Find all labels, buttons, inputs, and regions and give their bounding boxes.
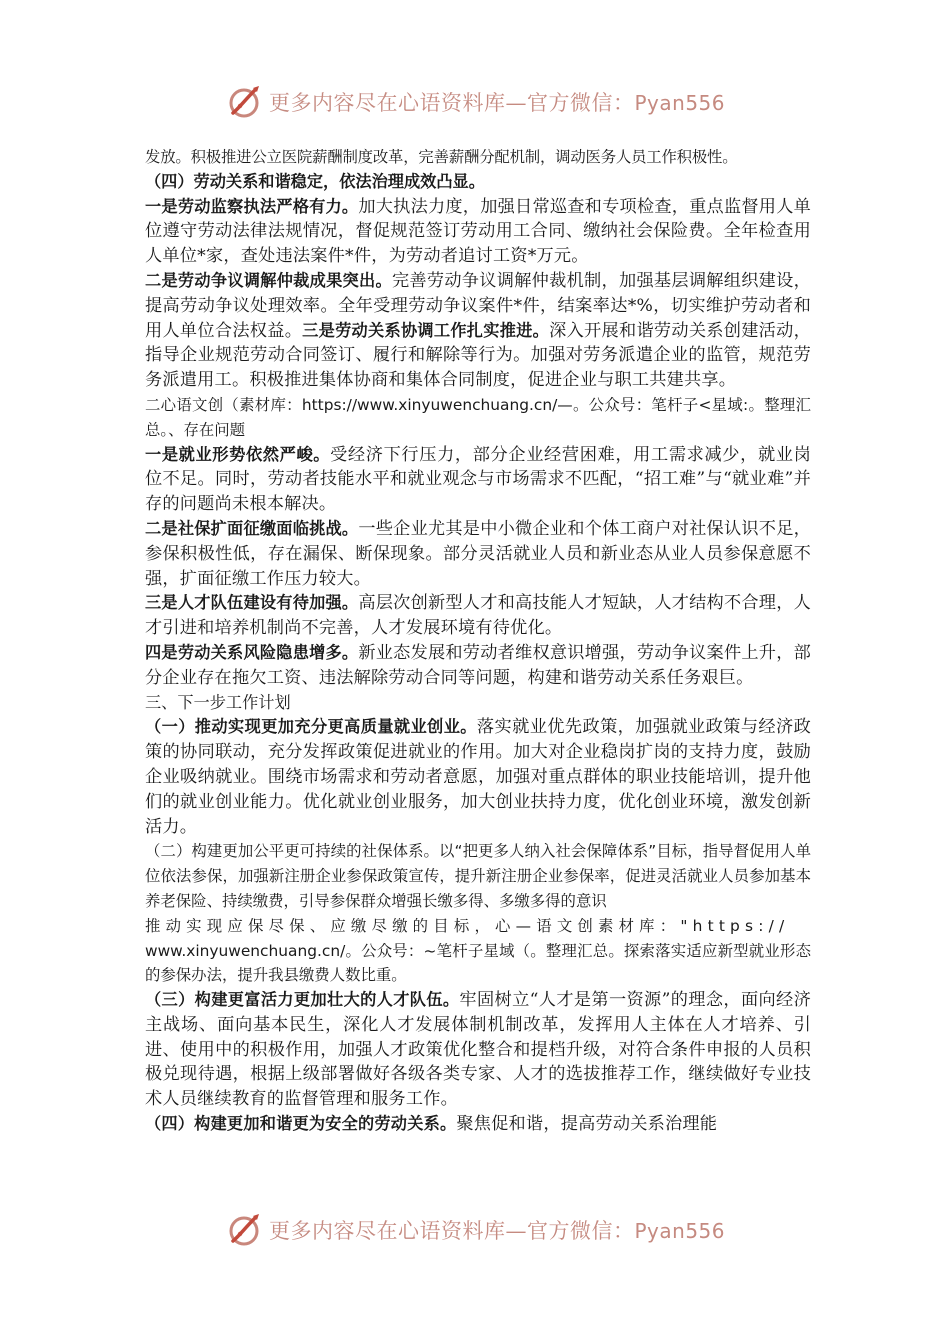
heading-next-plan: 三、下一步工作计划 xyxy=(145,692,291,712)
paragraph-dispute-mediation: 二是劳动争议调解仲裁成果突出。完善劳动争议调解仲裁机制，加强基层调解组织建设，提高劳动争议处理效率。全年受理劳动争议案件*件，结案率达*%，切实维护劳动者和用人单位合法权益。三是劳动关系协调工作扎实推进。深入开展和谐劳动关系创建活动，指导企业规范劳动合同签订、履行和解除等行为。加强对劳务派遣企业的监管，规范劳务派遣用工。积极推进集体协商和集体合同制度，促进企业与职工共建共享。 xyxy=(145,270,811,391)
paragraph-labor-relations-plan: （四）构建更加和谐更为安全的劳动关系。聚焦促和谐，提高劳动关系治理能 xyxy=(145,1114,718,1135)
paragraph-talent-plan: （三）构建更富活力更加壮大的人才队伍。牢固树立“人才是第一资源”的理念，面向经济主战场、面向基本民生，深化人才发展体制机制改革，发挥用人主体在人才培养、引进、使用中的积极作用，加强人才政策优化整合和提档升级，对符合条件申报的人员积极兑现待遇，根据上级部署做好各级各类专家、人才的选拔推荐工作，继续做好专业技术人员继续教育的监督管理和服务工作。 xyxy=(145,990,811,1110)
paragraph-labor-inspection: 一是劳动监察执法严格有力。加大执法力度，加强日常巡查和专项检查，重点监督用人单位遵守劳动法律法规情况，督促规范签订劳动用工合同、缴纳社会保险费。全年检查用人单位*家，查处违法案件*件，为劳动者追讨工资*万元。 xyxy=(145,196,811,267)
paragraph-source-note-1: 二心语文创（素材库：https://www.xinyuwenchuang.cn/—。公众号：笔杆子<星域:。整理汇总。、存在问题 xyxy=(145,395,811,439)
paragraph-labor-risk-issue: 四是劳动关系风险隐患增多。新业态发展和劳动者维权意识增强，劳动争议案件上升，部分企业存在拖欠工资、违法解除劳动合同等问题，构建和谐劳动关系任务艰巨。 xyxy=(145,642,811,688)
banner-text: 更多内容尽在心语资料库—官方微信：Pyan556 xyxy=(268,91,725,115)
heading-labor-relations: （四）劳动关系和谐稳定，依法治理成效凸显。 xyxy=(145,171,485,191)
footer-banner xyxy=(0,1208,950,1252)
paragraph-1: 发放。积极推进公立医院薪酬制度改革，完善薪酬分配机制，调动医务人员工作积极性。 xyxy=(145,148,738,166)
header-banner xyxy=(0,80,950,124)
banner-text: 更多内容尽在心语资料库—官方微信：Pyan556 xyxy=(268,1219,725,1243)
brush-logo-icon xyxy=(225,1210,265,1250)
paragraph-social-security-issue: 二是社保扩面征缴面临挑战。一些企业尤其是中小微企业和个体工商户对社保认识不足，参保积极性低，存在漏保、断保现象。部分灵活就业人员和新业态从业人员参保意愿不强，扩面征缴工作压力较大。 xyxy=(145,518,811,589)
paragraph-employment-plan: （一）推动实现更加充分更高质量就业创业。落实就业优先政策，加强就业政策与经济政策的协同联动，充分发挥政策促进就业的作用。加大对企业稳岗扩岗的支持力度，鼓励企业吸纳就业。围绕市场需求和劳动者意愿，加强对重点群体的职业技能培训，提升他们的就业创业能力。优化就业创业服务，加大创业扶持力度，优化创业环境，激发创新活力。 xyxy=(145,717,812,837)
paragraph-source-note-2: 推动实现应保尽保、应缴尽缴的目标，心—语文创素材库："https:// xyxy=(145,916,790,935)
paragraph-talent-issue: 三是人才队伍建设有待加强。高层次创新型人才和高技能人才短缺，人才结构不合理，人才引进和培养机制尚不完善，人才发展环境有待优化。 xyxy=(145,593,811,639)
brush-logo-icon xyxy=(225,82,265,122)
paragraph-employment-issue: 一是就业形势依然严峻。受经济下行压力，部分企业经营困难，用工需求减少，就业岗位不足。同时，劳动者技能水平和就业观念与市场需求不匹配，“招工难”与“就业难”并存的问题尚未根本解决。 xyxy=(145,444,812,515)
paragraph-social-security-plan: （二）构建更加公平更可持续的社保体系。以“把更多人纳入社会保障体系”目标，指导督促用人单位依法参保，加强新注册企业参保政策宣传，提升新注册企业参保率，促进灵活就业人员参加基本养老保险、持续缴费，引导参保群众增强长缴多得、多缴多得的意识 xyxy=(145,842,811,910)
document-body xyxy=(145,145,811,1137)
paragraph-source-note-3: www.xinyuwenchuang.cn/。公众号：~笔杆子星域（。整理汇总。探索落实适应新型就业形态的参保办法，提升我县缴费人数比重。 xyxy=(145,941,811,985)
